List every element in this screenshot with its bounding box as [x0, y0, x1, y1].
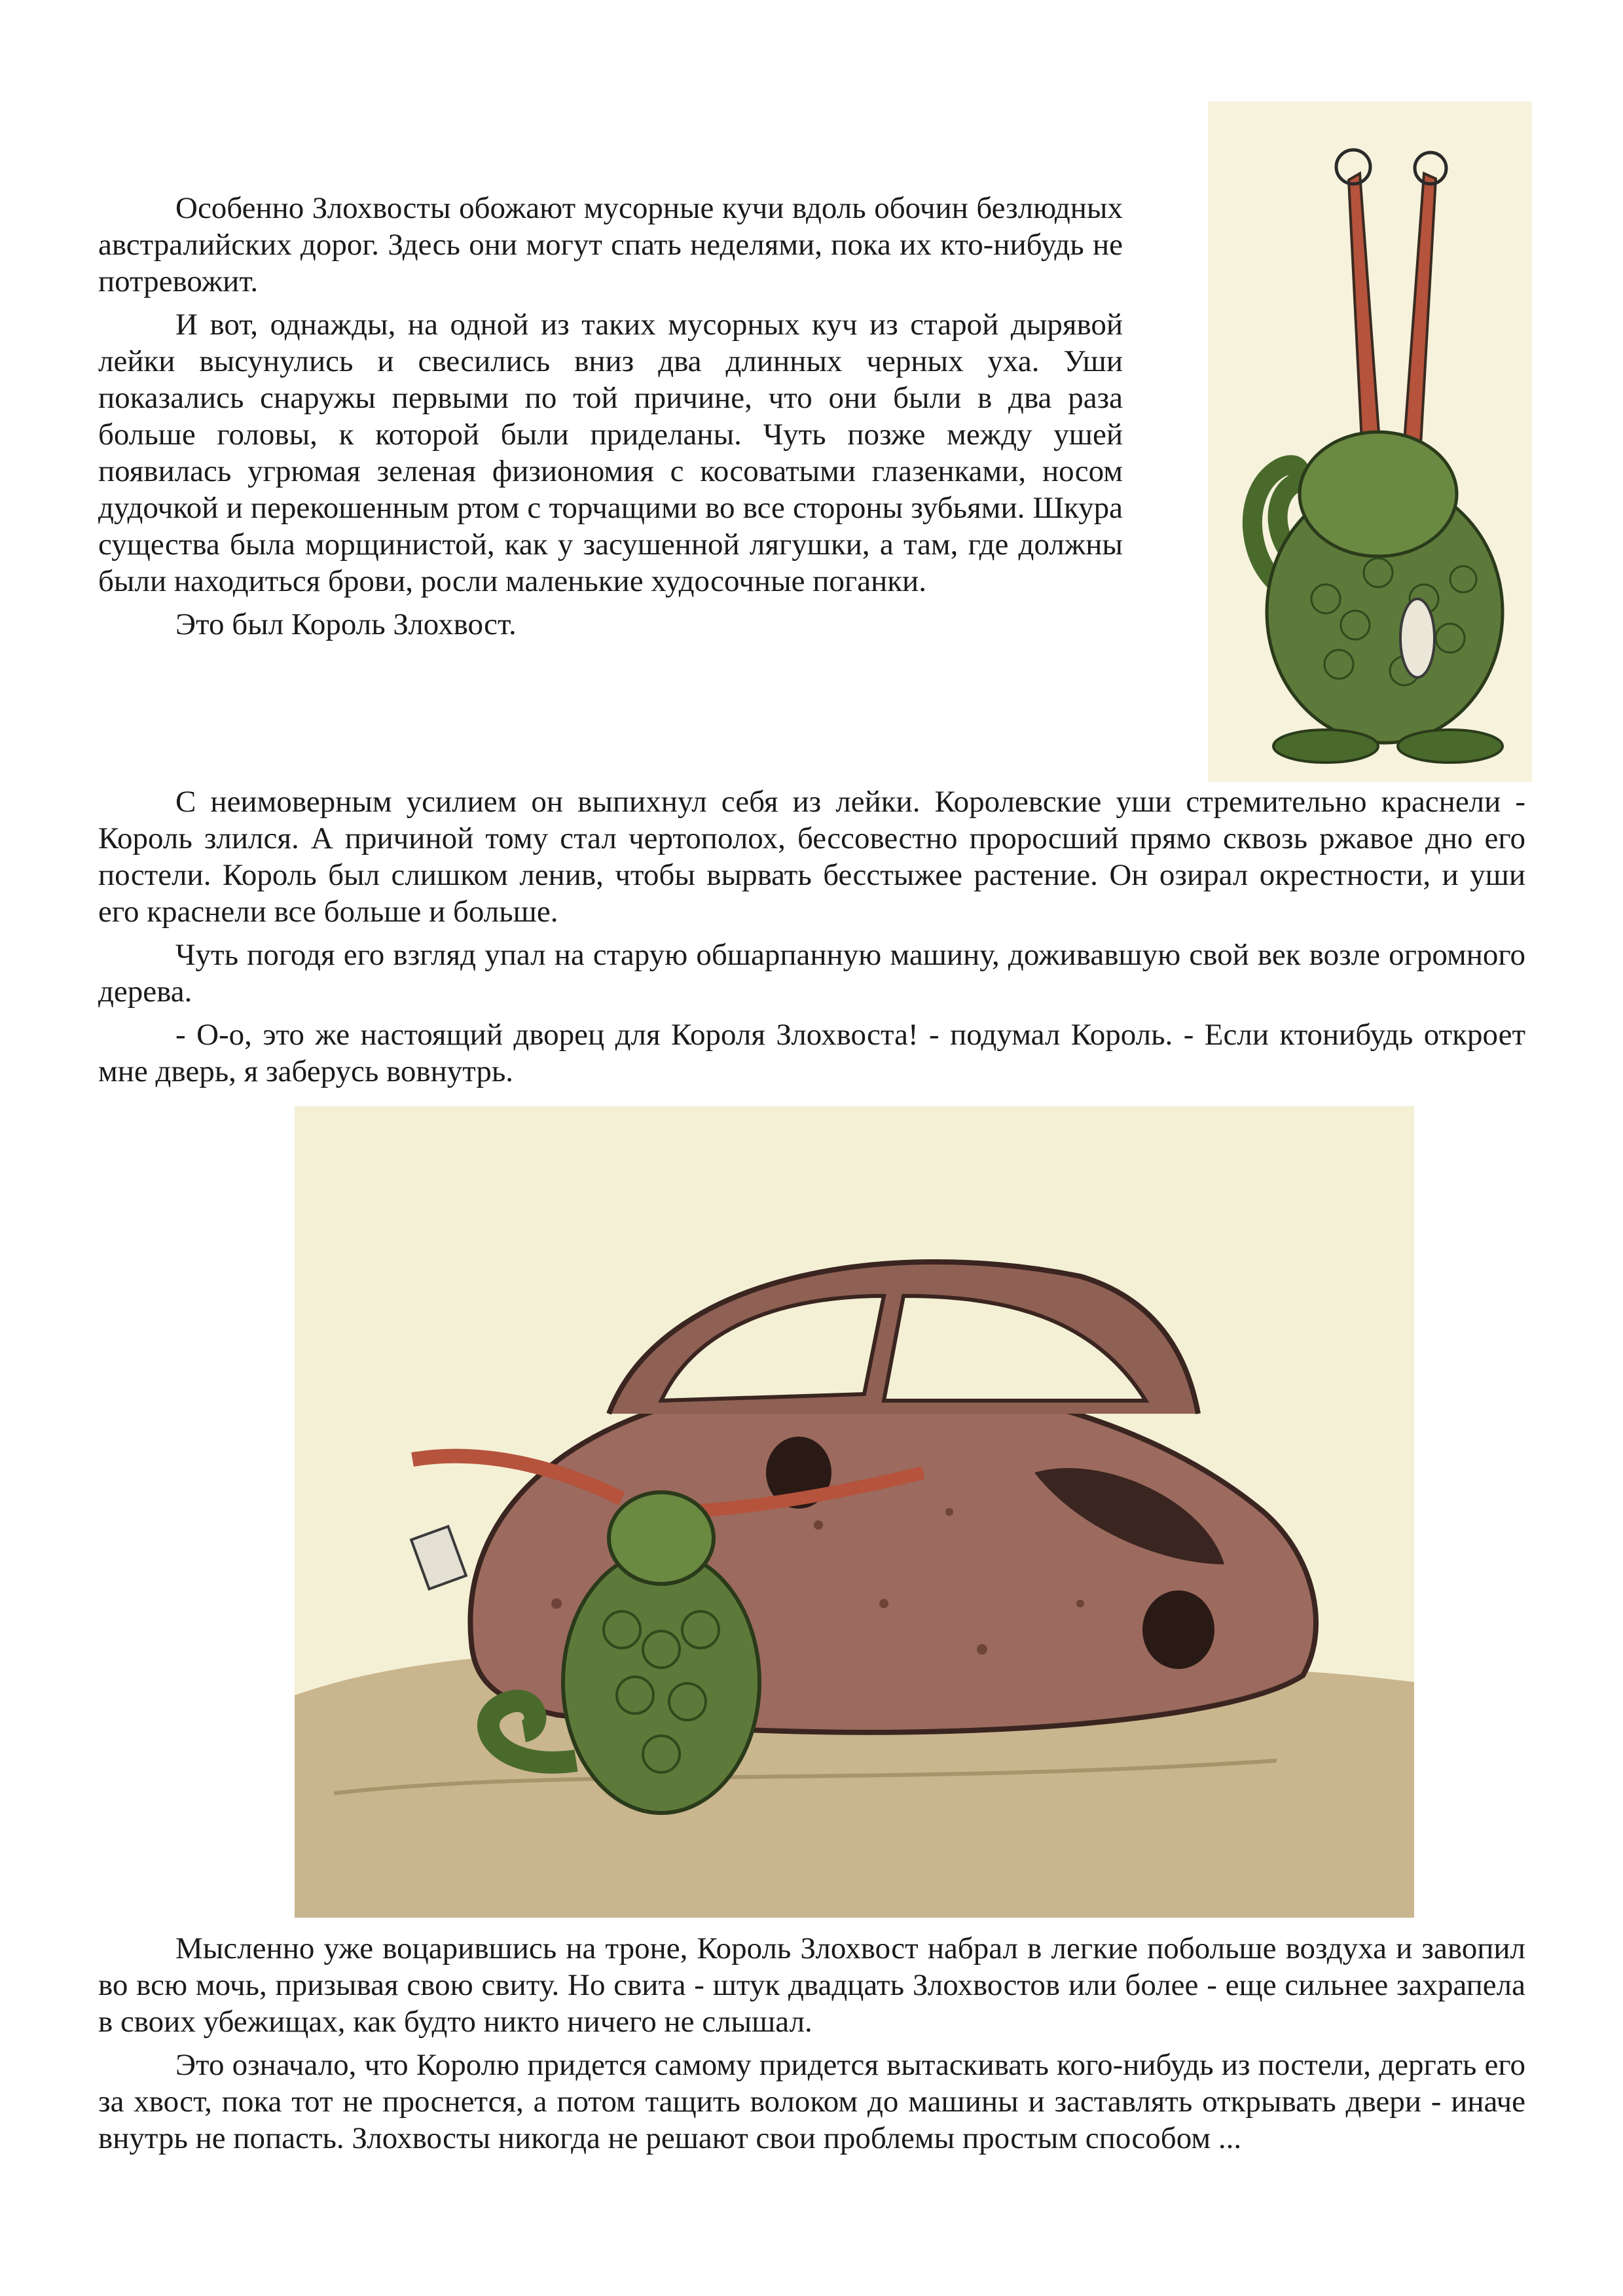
text-block-1	[98, 190, 1123, 649]
paragraph: Мысленно уже воцарившись на троне, Король Злохвост набрал в легкие побольше воздуха и завопил во всю мочь, призывая свою свиту. Но свита - штук двадцать Злохвостов или более - еще сильнее захрапела в своих убежищах, как будто никто ничего не слышал.	[98, 1931, 1525, 2039]
paragraph: Особенно Злохвосты обожают мусорные кучи вдоль обочин безлюдных австралийских дорог. Здесь они могут спать неделями, пока их кто-нибудь не потревожит.	[98, 191, 1123, 298]
king-creature-icon	[1208, 101, 1532, 782]
text-block-3	[98, 1930, 1525, 2163]
car-with-creature-icon	[295, 1106, 1414, 1918]
paragraph: - О-о, это же настоящий дворец для Короля Злохвоста! - подумал Король. - Если ктонибудь откроет мне дверь, я заберусь вовнутрь.	[98, 1018, 1525, 1088]
paragraph: И вот, однажды, на одной из таких мусорных куч из старой дырявой лейки высунулись и свесились вниз два длинных черных уха. Уши показались снаружы первыми по той причине, что они были в два раза больше головы, к которой были приделаны. Чуть позже между ушей появилась угрюмая зеленая физиономия с косоватыми глазенками, носом дудочкой и перекошенным ртом с торчащими во все стороны зубьями. Шкура существа была морщинистой, как у засушенной лягушки, а там, где должны были находиться брови, росли маленькие худосочные поганки.	[98, 308, 1123, 598]
paragraph: Это был Король Злохвост.	[175, 607, 517, 641]
paragraph: Это означало, что Королю придется самому придется вытаскивать кого-нибудь из постели, дергать его за хвост, пока тот не проснется, а потом тащить волоком до машины и заставлять открывать двери - иначе внутрь не попасть. Злохвосты никогда не решают свои проблемы простым способом ...	[98, 2048, 1525, 2155]
paragraph: С неимоверным усилием он выпихнул себя из лейки. Королевские уши стремительно краснели - Король злился. А причиной тому стал чертополох, бессовестно проросший прямо сквозь ржавое дно его постели. Король был слишком ленив, чтобы вырвать бесстыжее растение. Он озирал окрестности, и уши его краснели все больше и больше.	[98, 785, 1525, 929]
text-block-2	[98, 783, 1525, 1096]
paragraph: Чуть погодя его взгляд упал на старую обшарпанную машину, доживавшую свой век возле огромного дерева.	[98, 938, 1525, 1009]
car-illustration	[295, 1106, 1414, 1918]
king-illustration	[1208, 101, 1532, 782]
